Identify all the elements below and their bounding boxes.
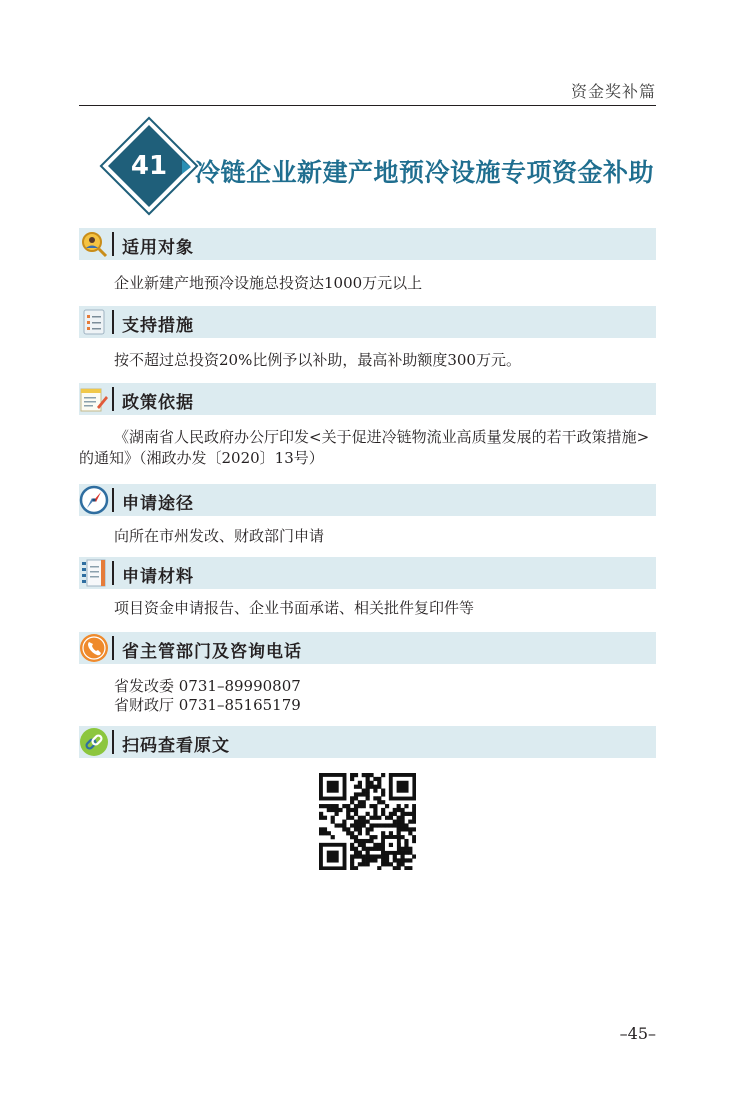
notebook-icon [79,558,109,588]
section-label: 支持措施 [122,316,194,336]
header-rule [79,105,656,106]
section-header-scan [79,726,656,758]
section-body [79,273,656,294]
badge-arrow-icon [182,160,191,174]
body-line: 省发改委 0731–89990807 [114,677,301,695]
section-body [79,350,656,371]
person-search-icon [79,229,109,259]
body-line: 向所在市州发改、财政部门申请 [114,527,325,545]
link-icon [79,727,109,757]
page-number: –45– [619,1024,656,1043]
section-divider [112,488,114,512]
section-header-route [79,484,656,516]
list-icon [79,307,109,337]
body-line: 按不超过总投资20%比例予以补助，最高补助额度300万元。 [114,351,521,369]
section-divider [112,310,114,334]
phone-icon [79,633,109,663]
section-label: 适用对象 [122,238,194,258]
badge-number: 41 [130,151,168,181]
body-line: 省财政厅 0731–85165179 [114,696,301,714]
page-title: 冷链企业新建产地预冷设施专项资金补助 [195,158,655,187]
document-pen-icon [79,384,109,414]
section-header-contacts [79,632,656,664]
section-body [79,526,656,547]
section-label: 政策依据 [122,393,194,413]
section-header-materials [79,557,656,589]
section-body [79,598,656,619]
section-label: 扫码查看原文 [122,736,230,756]
section-divider [112,561,114,585]
qr-code-icon[interactable] [319,773,416,870]
section-label: 申请途径 [122,494,194,514]
section-divider [112,387,114,411]
body-line: 《湖南省人民政府办公厅印发<关于促进冷链物流业高质量发展的若干政策措施>的通知》（湘政办发〔2020〕13号） [79,428,650,467]
section-header-basis [79,383,656,415]
section-body [79,677,656,715]
section-header-measures [79,306,656,338]
section-body [79,427,656,469]
section-label: 申请材料 [122,567,194,587]
body-line: 企业新建产地预冷设施总投资达1000万元以上 [114,274,423,292]
section-divider [112,232,114,256]
section-divider [112,730,114,754]
section-divider [112,636,114,660]
section-label: 省主管部门及咨询电话 [122,642,302,662]
running-header: 资金奖补篇 [570,82,656,101]
compass-icon [79,485,109,515]
section-header-target [79,228,656,260]
body-line: 项目资金申请报告、企业书面承诺、相关批件复印件等 [114,599,475,617]
